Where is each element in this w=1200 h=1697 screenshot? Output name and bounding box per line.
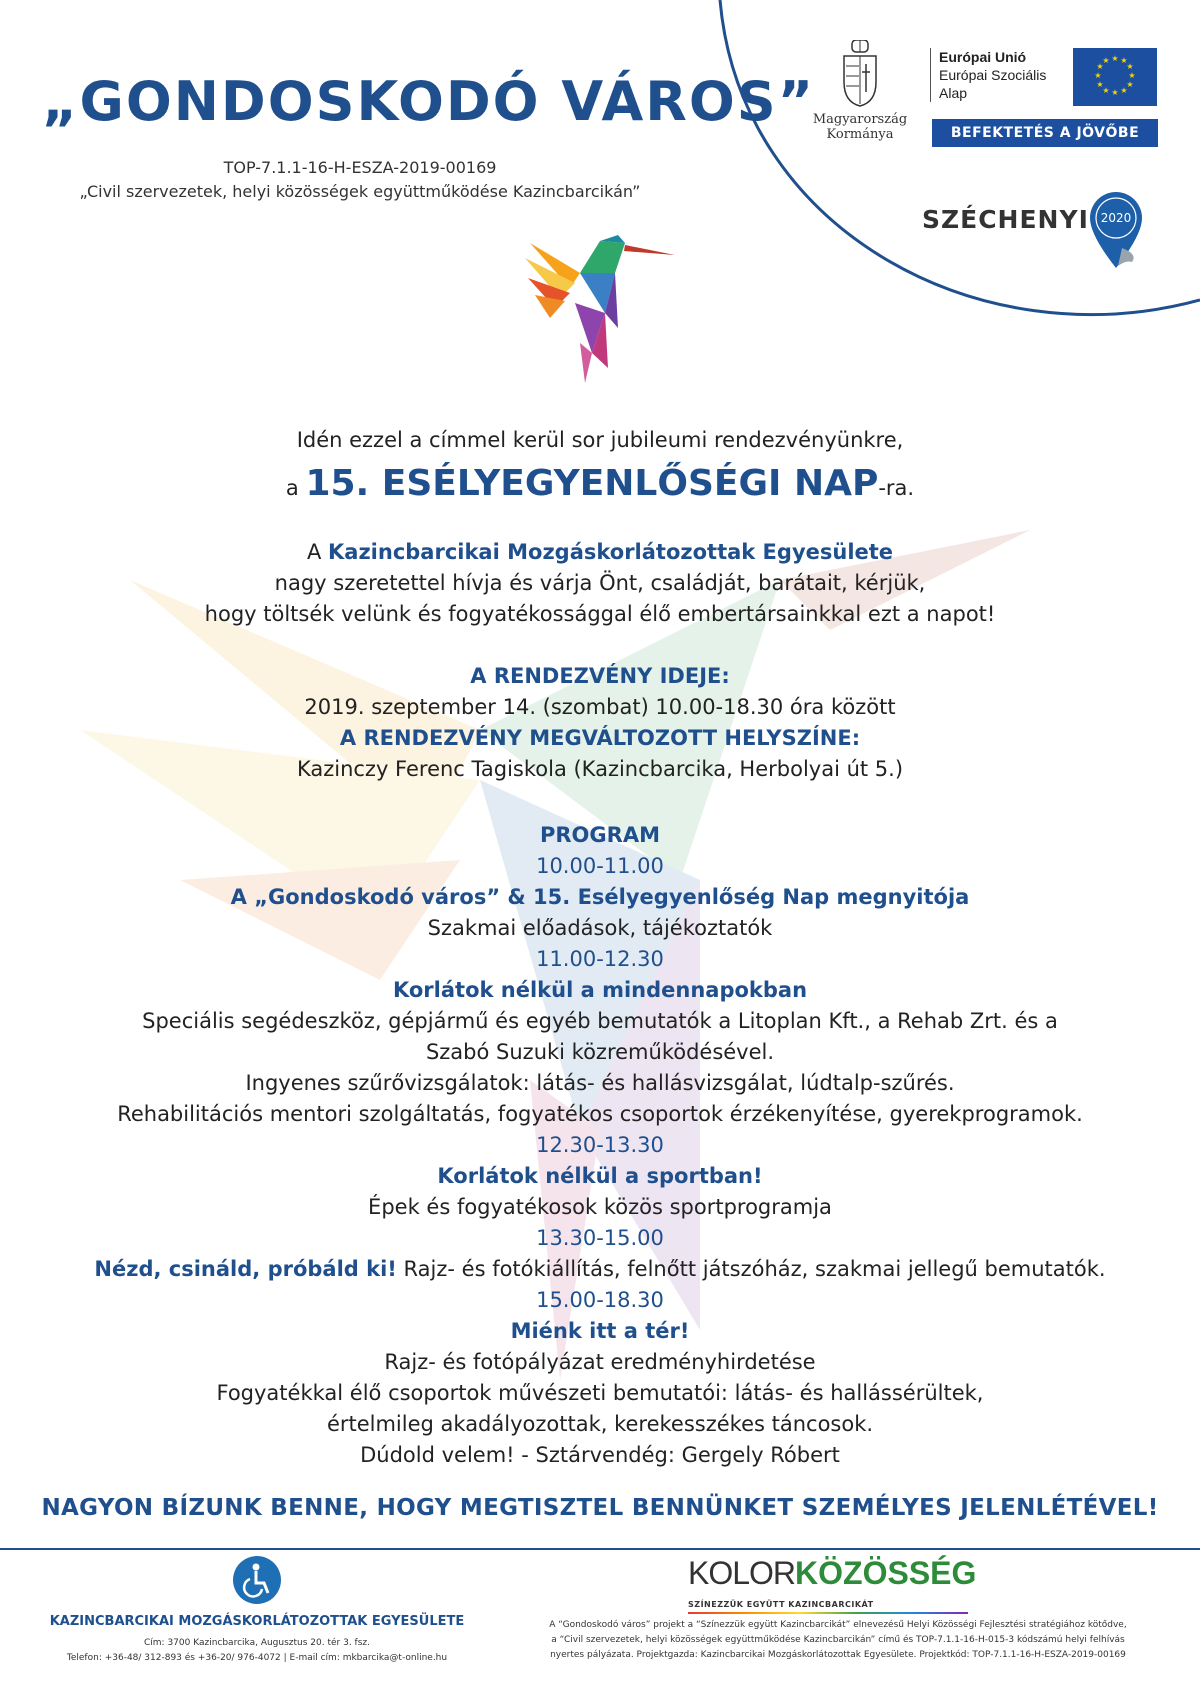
intro-post: -ra. [878, 476, 915, 500]
slot4-line [60, 1254, 1140, 1285]
invite-line3: hogy töltsék velünk és fogyatékossággal élő embertársainkkal ezt a napot! [204, 602, 996, 626]
wheelchair-icon [232, 1555, 282, 1605]
kolor-kozosseg-logo [688, 1555, 976, 1592]
project-code: TOP-7.1.1-16-H-ESZA-2019-00169 [223, 158, 497, 177]
svg-text:★: ★ [1096, 80, 1104, 89]
slot2-desc1: Speciális segédeszköz, gépjármű és egyéb bemutatók a Litoplan Kft., a Rehab Zrt. és a [142, 1009, 1058, 1033]
fine-line2: a “Civil szervezetek, helyi közösségek együttműködése Kazincbarcikán” című és TOP-7.1.1-16-H-015-3 kódszámú helyi felhívás [551, 1635, 1125, 1645]
invite-block [60, 537, 1140, 630]
eu-line3: Alap [939, 85, 968, 101]
hummingbird-logo [520, 233, 680, 393]
invite-pre: A [306, 540, 328, 564]
footer-org-name: KAZINCBARCIKAI MOZGÁSKORLÁTOZOTTAK EGYESÜLETE [49, 1614, 465, 1629]
slot4-time: 13.30-15.00 [536, 1226, 664, 1250]
closing-message: NAGYON BÍZUNK BENNE, HOGY MEGTISZTEL BENNÜNKET SZEMÉLYES JELENLÉTÉVEL! [41, 1495, 1159, 1521]
slot2-desc4: Rehabilitációs mentori szolgáltatás, fogyatékos csoportok érzékenyítése, gyerekprogramok. [117, 1102, 1083, 1126]
invite-org: Kazincbarcikai Mozgáskorlátozottak Egyesülete [328, 540, 894, 564]
slot2-desc2: Szabó Suzuki közreműködésével. [425, 1040, 775, 1064]
slot5-time: 15.00-18.30 [536, 1288, 664, 1312]
fine-line1: A “Gondoskodó város” projekt a “Színezzük együtt Kazincbarcikát” elnevezésű Helyi Közösségi Fejlesztési stratégiához kötődve, [549, 1620, 1127, 1630]
slot5-desc1: Rajz- és fotópályázat eredményhirdetése [384, 1350, 816, 1374]
intro-line1: Idén ezzel a címmel kerül sor jubileumi rendezvényünkre, [296, 428, 904, 452]
event-block [60, 661, 1140, 785]
svg-text:★: ★ [1102, 56, 1110, 65]
program-heading: PROGRAM [540, 823, 660, 847]
slot2-desc3: Ingyenes szűrővizsgálatok: látás- és hallásvizsgálat, lúdtalp-szűrés. [245, 1071, 955, 1095]
svg-text:★: ★ [1111, 88, 1119, 97]
slot5-desc3: értelmileg akadályozottak, kerekesszékes táncosok. [326, 1412, 874, 1436]
svg-text:★: ★ [1096, 62, 1104, 71]
gov-line2: Kormánya [826, 127, 894, 142]
slot1-desc: Szakmai előadások, tájékoztatók [427, 916, 773, 940]
svg-text:★: ★ [1102, 86, 1110, 95]
slot3-title: Korlátok nélkül a sportban! [437, 1164, 763, 1188]
intro-line2 [60, 462, 1140, 510]
svg-text:★: ★ [1128, 71, 1136, 80]
eu-flag-icon [1073, 48, 1157, 106]
time-value: 2019. szeptember 14. (szombat) 10.00-18.30 óra között [304, 695, 896, 719]
svg-text:★: ★ [1120, 56, 1128, 65]
slot5-desc2: Fogyatékkal élő csoportok művészeti bemutatói: látás- és hallássérültek, [216, 1381, 984, 1405]
eu-label [930, 48, 1046, 102]
svg-text:★: ★ [1120, 86, 1128, 95]
kolor-word1: KOLOR [688, 1555, 796, 1591]
project-name: „Civil szervezetek, helyi közösségek együttműködése Kazincbarcikán” [79, 182, 641, 201]
footer-fine-print [498, 1618, 1178, 1663]
slot1-title: A „Gondoskodó város” & 15. Esélyegyenlőség Nap megnyitója [230, 885, 970, 909]
slot3-time: 12.30-13.30 [536, 1133, 664, 1157]
slot1-time: 10.00-11.00 [536, 854, 664, 878]
slot4-desc: Rajz- és fotókiállítás, felnőtt játszóház, szakmai jellegű bemutatók. [396, 1257, 1106, 1281]
footer-contact [0, 1636, 514, 1666]
project-info [40, 156, 680, 204]
time-label: A RENDEZVÉNY IDEJE: [470, 664, 730, 688]
footer-divider [0, 1548, 1200, 1550]
coat-of-arms-icon [840, 40, 880, 108]
szechenyi-label: SZÉCHENYI [922, 205, 1089, 234]
intro-pre: a [285, 476, 306, 500]
svg-text:★: ★ [1126, 62, 1134, 71]
page-title: „GONDOSKODÓ VÁROS” [42, 70, 816, 133]
place-value: Kazinczy Ferenc Tagiskola (Kazincbarcika, Herbolyai út 5.) [296, 757, 904, 781]
slot3-desc: Épek és fogyatékosok közös sportprogramja [368, 1195, 832, 1219]
footer-phone-email: Telefon: +36-48/ 312-893 és +36-20/ 976-4072 | E-mail cím: mkbarcika@t-online.hu [66, 1653, 448, 1663]
eu-banner: BEFEKTETÉS A JÖVŐBE [932, 119, 1158, 147]
svg-text:★: ★ [1094, 71, 1102, 80]
slot4-title: Nézd, csináld, próbáld ki! [94, 1257, 397, 1281]
event-name: 15. ESÉLYEGYENLŐSÉGI NAP [305, 463, 879, 504]
government-logo [800, 40, 920, 142]
invite-line2: nagy szeretettel hívja és várja Önt, családját, barátait, kérjük, [274, 571, 926, 595]
slot5-desc4: Dúdold velem! - Sztárvendég: Gergely Róbert [360, 1443, 840, 1467]
place-label: A RENDEZVÉNY MEGVÁLTOZOTT HELYSZÍNE: [339, 726, 861, 750]
kolor-tagline: SZÍNEZZÜK EGYÜTT KAZINCBARCIKÁT [688, 1600, 874, 1609]
slot5-title: Miénk itt a tér! [510, 1319, 690, 1343]
slot2-time: 11.00-12.30 [536, 947, 664, 971]
program-block [60, 820, 1140, 1471]
kolor-word2: KÖZÖSSÉG [795, 1555, 977, 1591]
gov-line1: Magyarország [812, 112, 908, 127]
footer-address: Cím: 3700 Kazincbarcika, Augusztus 20. tér 3. fsz. [144, 1638, 370, 1648]
rainbow-stripe [688, 1612, 968, 1614]
eu-line2: Európai Szociális [939, 67, 1047, 83]
szechenyi-year: 2020 [1100, 211, 1132, 225]
svg-text:★: ★ [1126, 80, 1134, 89]
svg-text:★: ★ [1111, 54, 1119, 63]
slot2-title: Korlátok nélkül a mindennapokban [392, 978, 808, 1002]
map-pin-icon [1088, 190, 1144, 270]
eu-line1: Európai Unió [939, 49, 1027, 65]
fine-line3: nyertes pályázata. Projektgazda: Kazincbarcikai Mozgáskorlátozottak Egyesülete. Projektkód: TOP-7.1.1-16-H-ESZA-2019-00169 [550, 1650, 1126, 1660]
